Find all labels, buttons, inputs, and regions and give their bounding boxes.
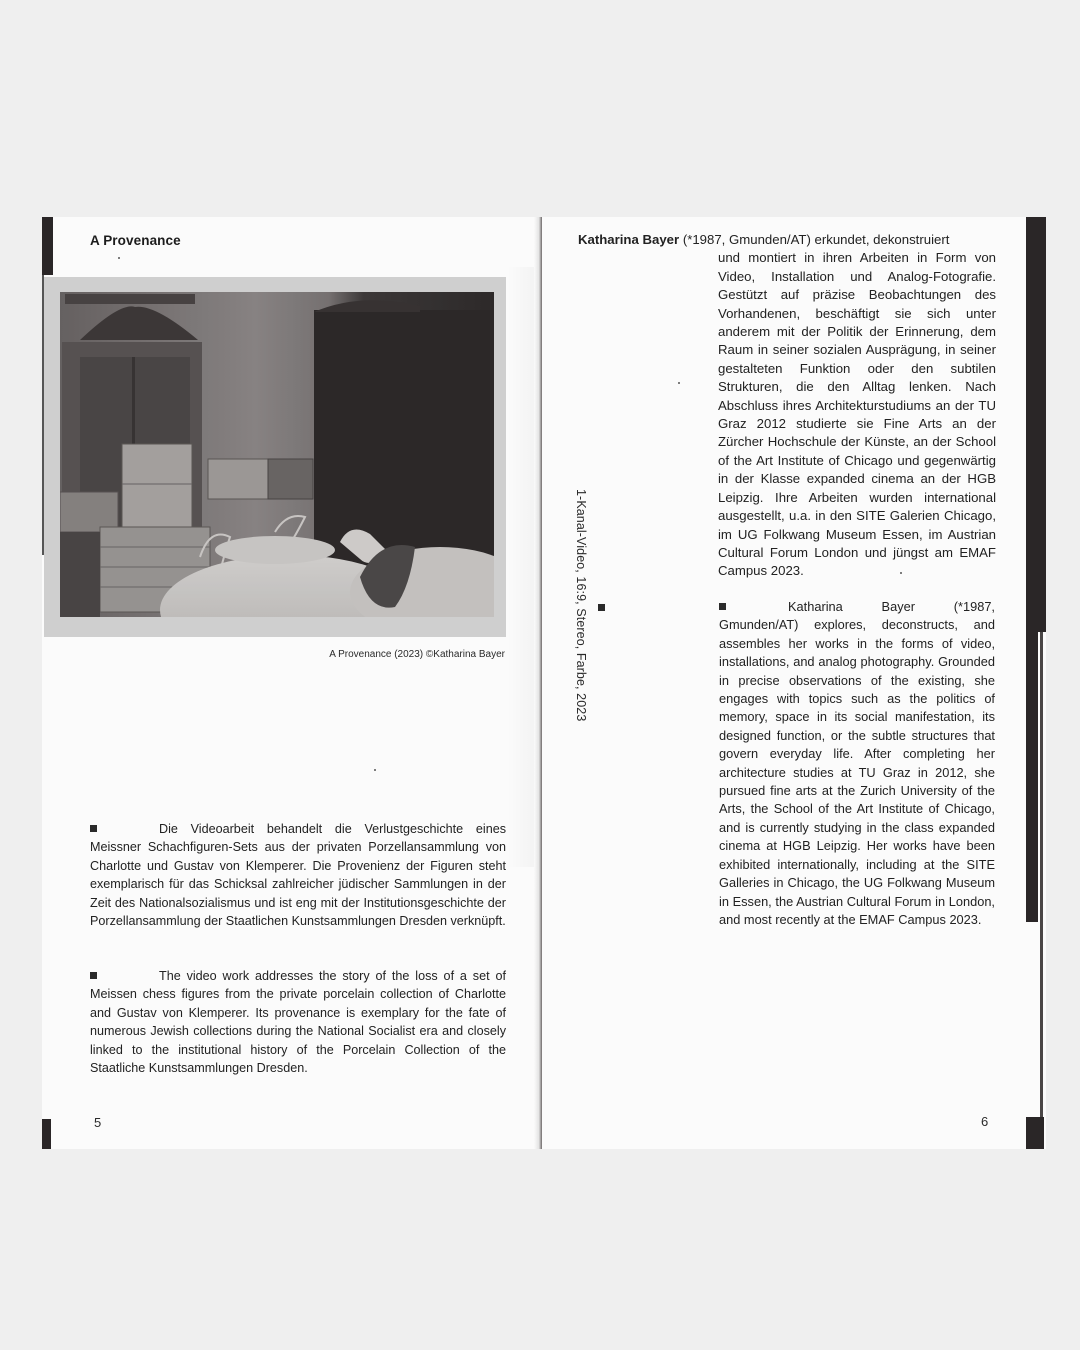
page-edge-bar	[1026, 217, 1046, 632]
gutter-shadow	[507, 267, 535, 867]
page-edge-marker	[1026, 1117, 1044, 1149]
artist-bio-german	[578, 231, 996, 581]
bio-german-body: und montiert in ihren Arbeiten in Form von Video, Installation und Analog-Fotografie. Gestützt auf präzise Beobachtungen des Vorhandenen, beschäftigt sie sich unter anderem mit der Politik der Erinnerung, dem Raum in seiner sozialen Ausprägung, in seiner gestalteten Funktion oder den subtilen Strukturen, die den Alltag lenken. Nach Abschluss ihres Architekturstudiums an der TU Graz 2012 studierte sie Fine Arts an der Zürcher Hochschule der Künste, an der School of the Art Institute of Chicago und gegenwärtig in der Klasse expanded cinema an der HGB Leipzig. Ihre Arbeiten wurden international ausgestellt, u.a. in den SITE Galerien Chicago, im UG Folkwang Museum Essen, im Austrian Cultural Forum London und jüngst am EMAF Campus 2023.	[718, 250, 996, 579]
section-title: A Provenance	[90, 233, 181, 248]
artist-name: Katharina Bayer	[578, 232, 680, 247]
square-bullet-icon	[90, 825, 97, 832]
bio-german-lead-line	[578, 231, 996, 249]
square-bullet-icon	[598, 604, 605, 611]
bio-german-lead-text: (*1987, Gmunden/AT) erkundet, dekonstruiert	[679, 232, 950, 247]
page-edge-marker	[42, 1119, 51, 1149]
artist-bio-english	[719, 598, 995, 929]
page-edge-bar	[1026, 632, 1038, 922]
bio-english-text: Katharina Bayer (*1987, Gmunden/AT) explores, deconstructs, and assembles her works in the forms of video, installations, and analog photography. Grounded in precise observations of the existing, she engages with topics such as the politics of memory, space in its social manifestation, its designed function, or the subtle structures that govern everyday life. After completing her architecture studies at TU Graz in 2012, she pursued fine arts at the Zurich University of the Arts, the School of the Art Institute of Chicago, and is currently studying in the class expanded cinema at HGB Leipzig. Her works have been exhibited internationally, including at the SITE Galleries in Chicago, the UG Folkwang Museum in Essen, the Austrian Cultural Forum in London, and most recently at the EMAF Campus 2023.	[719, 599, 995, 927]
paper-speck	[678, 382, 680, 384]
paragraph-german-text: Die Videoarbeit behandelt die Verlustgeschichte eines Meissner Schachfiguren-Sets aus der privaten Porzellansammlung von Charlotte und Gustav von Klemperer. Die Provenienz der Figuren steht exemplarisch für das Schicksal zahlreicher jüdischer Sammlungen in der Zeit des Nationalsozialismus und ist eng mit der Institutionsgeschichte der Porzellansammlung der Staatlichen Kunstsammlungen Dresden verknüpft.	[90, 822, 506, 929]
paper-speck	[900, 572, 902, 574]
page-number-left: 5	[94, 1115, 102, 1130]
paper-speck	[118, 257, 120, 259]
work-technical-details: 1-Kanal-Video, 16:9, Stereo, Farbe, 2023	[574, 489, 588, 722]
left-page	[42, 217, 542, 1149]
square-bullet-icon	[719, 603, 726, 610]
page-edge-marker	[42, 217, 53, 275]
paragraph-english	[90, 967, 506, 1077]
paragraph-english-text: The video work addresses the story of the loss of a set of Meissen chess figures from the private porcelain collection of Charlotte and Gustav von Klemperer. Its provenance is exemplary for the fate of numerous Jewish collections during the National Socialist era and closely linked to the institutional history of the Porcelain Collection of the Staatliche Kunstsammlungen Dresden.	[90, 969, 506, 1076]
film-still-image	[60, 292, 494, 617]
page-edge-line	[1040, 632, 1043, 1122]
page-number-right: 6	[981, 1114, 989, 1129]
book-spread	[42, 217, 1046, 1149]
image-caption: A Provenance (2023) ©Katharina Bayer	[329, 649, 505, 660]
square-bullet-icon	[90, 972, 97, 979]
paper-speck	[374, 769, 376, 771]
paragraph-german	[90, 820, 506, 930]
film-still-frame	[44, 277, 506, 637]
